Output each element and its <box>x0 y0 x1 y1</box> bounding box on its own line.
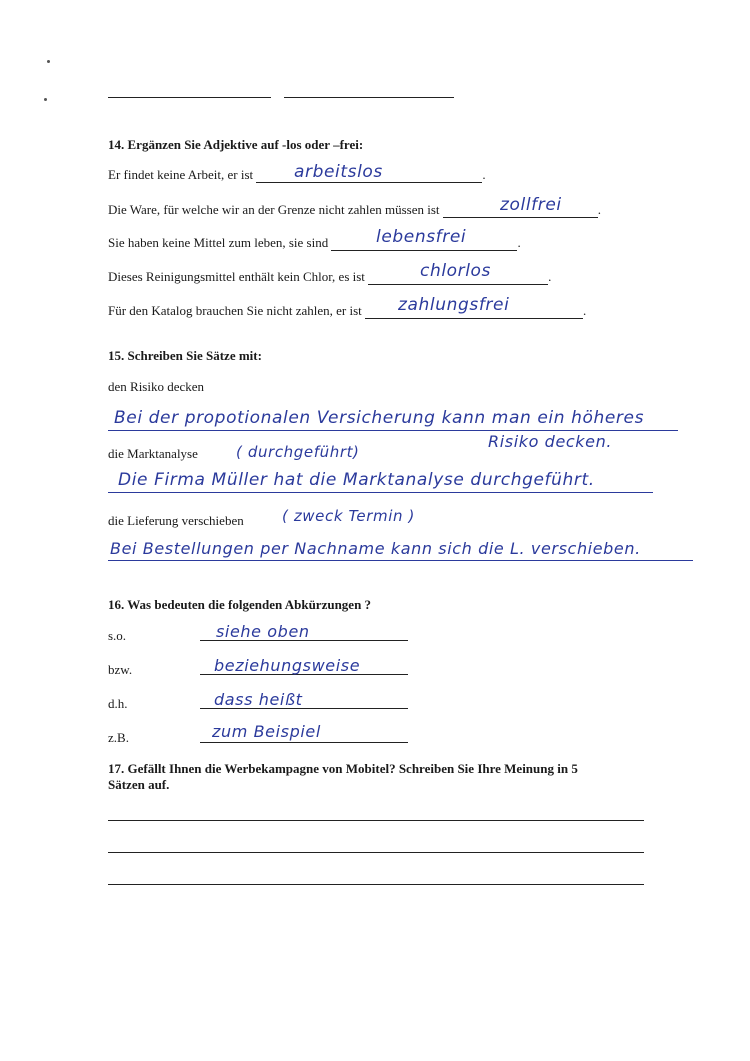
abbr-bzw-answer: beziehungsweise <box>214 656 361 675</box>
ex14-prompt: Er findet keine Arbeit, er ist <box>108 167 254 182</box>
ex15-hint-2: ( durchgeführt) <box>236 443 360 461</box>
ex14-prompt: Sie haben keine Mittel zum leben, sie sind <box>108 235 329 250</box>
abbr-so: s.o. <box>108 628 127 643</box>
answer-line[interactable] <box>108 430 678 431</box>
exercise-15-title: 15. Schreiben Sie Sätze mit: <box>108 348 262 363</box>
exercise-17-title-line1: 17. Gefällt Ihnen die Werbekampagne von Mobitel? Schreiben Sie Ihre Meinung in 5 <box>108 761 578 776</box>
writing-line[interactable] <box>108 884 644 885</box>
abbr-bzw: bzw. <box>108 662 133 677</box>
ex15-prompt-2: die Marktanalyse <box>108 446 198 461</box>
abbr-zb-answer: zum Beispiel <box>212 722 321 741</box>
abbr-so-answer: siehe oben <box>216 622 310 641</box>
margin-dot <box>47 60 50 63</box>
answer-line[interactable] <box>108 492 653 493</box>
period: . <box>548 269 552 284</box>
abbr-zb: z.B. <box>108 730 129 745</box>
exercise-14-title: 14. Ergänzen Sie Adjektive auf -los oder –frei: <box>108 137 364 152</box>
ex14-answer-2: zollfrei <box>500 195 562 215</box>
ex14-prompt: Dieses Reinigungsmittel enthält kein Chlor, es ist <box>108 269 365 284</box>
ex15-answer-1-line2: Risiko decken. <box>488 432 613 451</box>
period: . <box>597 202 602 217</box>
ex15-prompt-3: die Lieferung verschieben <box>108 513 244 528</box>
abbr-dh-answer: dass heißt <box>214 690 303 709</box>
ex15-answer-2: Die Firma Müller hat die Marktanalyse durchgeführt. <box>118 470 595 490</box>
answer-line[interactable] <box>200 742 408 743</box>
exercise-16-title: 16. Was bedeuten die folgenden Abkürzungen ? <box>108 597 372 612</box>
period: . <box>583 303 587 318</box>
writing-line[interactable] <box>108 852 644 853</box>
period: . <box>482 167 486 182</box>
exercise-17-title-line2: Sätzen auf. <box>108 777 170 792</box>
ex14-item-5 <box>108 303 586 319</box>
ex14-answer-5: zahlungsfrei <box>398 295 510 315</box>
ex15-prompt-1: den Risiko decken <box>108 379 205 394</box>
answer-line[interactable] <box>108 560 693 561</box>
ex14-answer-1: arbeitslos <box>294 162 383 182</box>
writing-line[interactable] <box>108 820 644 821</box>
abbr-dh: d.h. <box>108 696 128 711</box>
name-line[interactable] <box>284 97 454 98</box>
ex14-prompt: Die Ware, für welche wir an der Grenze nicht zahlen müssen ist <box>108 202 440 217</box>
ex14-answer-4: chlorlos <box>420 261 492 281</box>
ex15-answer-1-line1: Bei der propotionalen Versicherung kann man ein höheres <box>114 408 645 428</box>
ex15-hint-3: ( zweck Termin ) <box>282 507 415 525</box>
ex14-answer-3: lebensfrei <box>376 227 467 247</box>
ex14-prompt: Für den Katalog brauchen Sie nicht zahlen, er ist <box>108 303 362 318</box>
margin-dot <box>44 98 47 101</box>
ex15-answer-3: Bei Bestellungen per Nachname kann sich die L. verschieben. <box>110 539 641 558</box>
period: . <box>517 235 521 250</box>
name-line[interactable] <box>108 97 271 98</box>
